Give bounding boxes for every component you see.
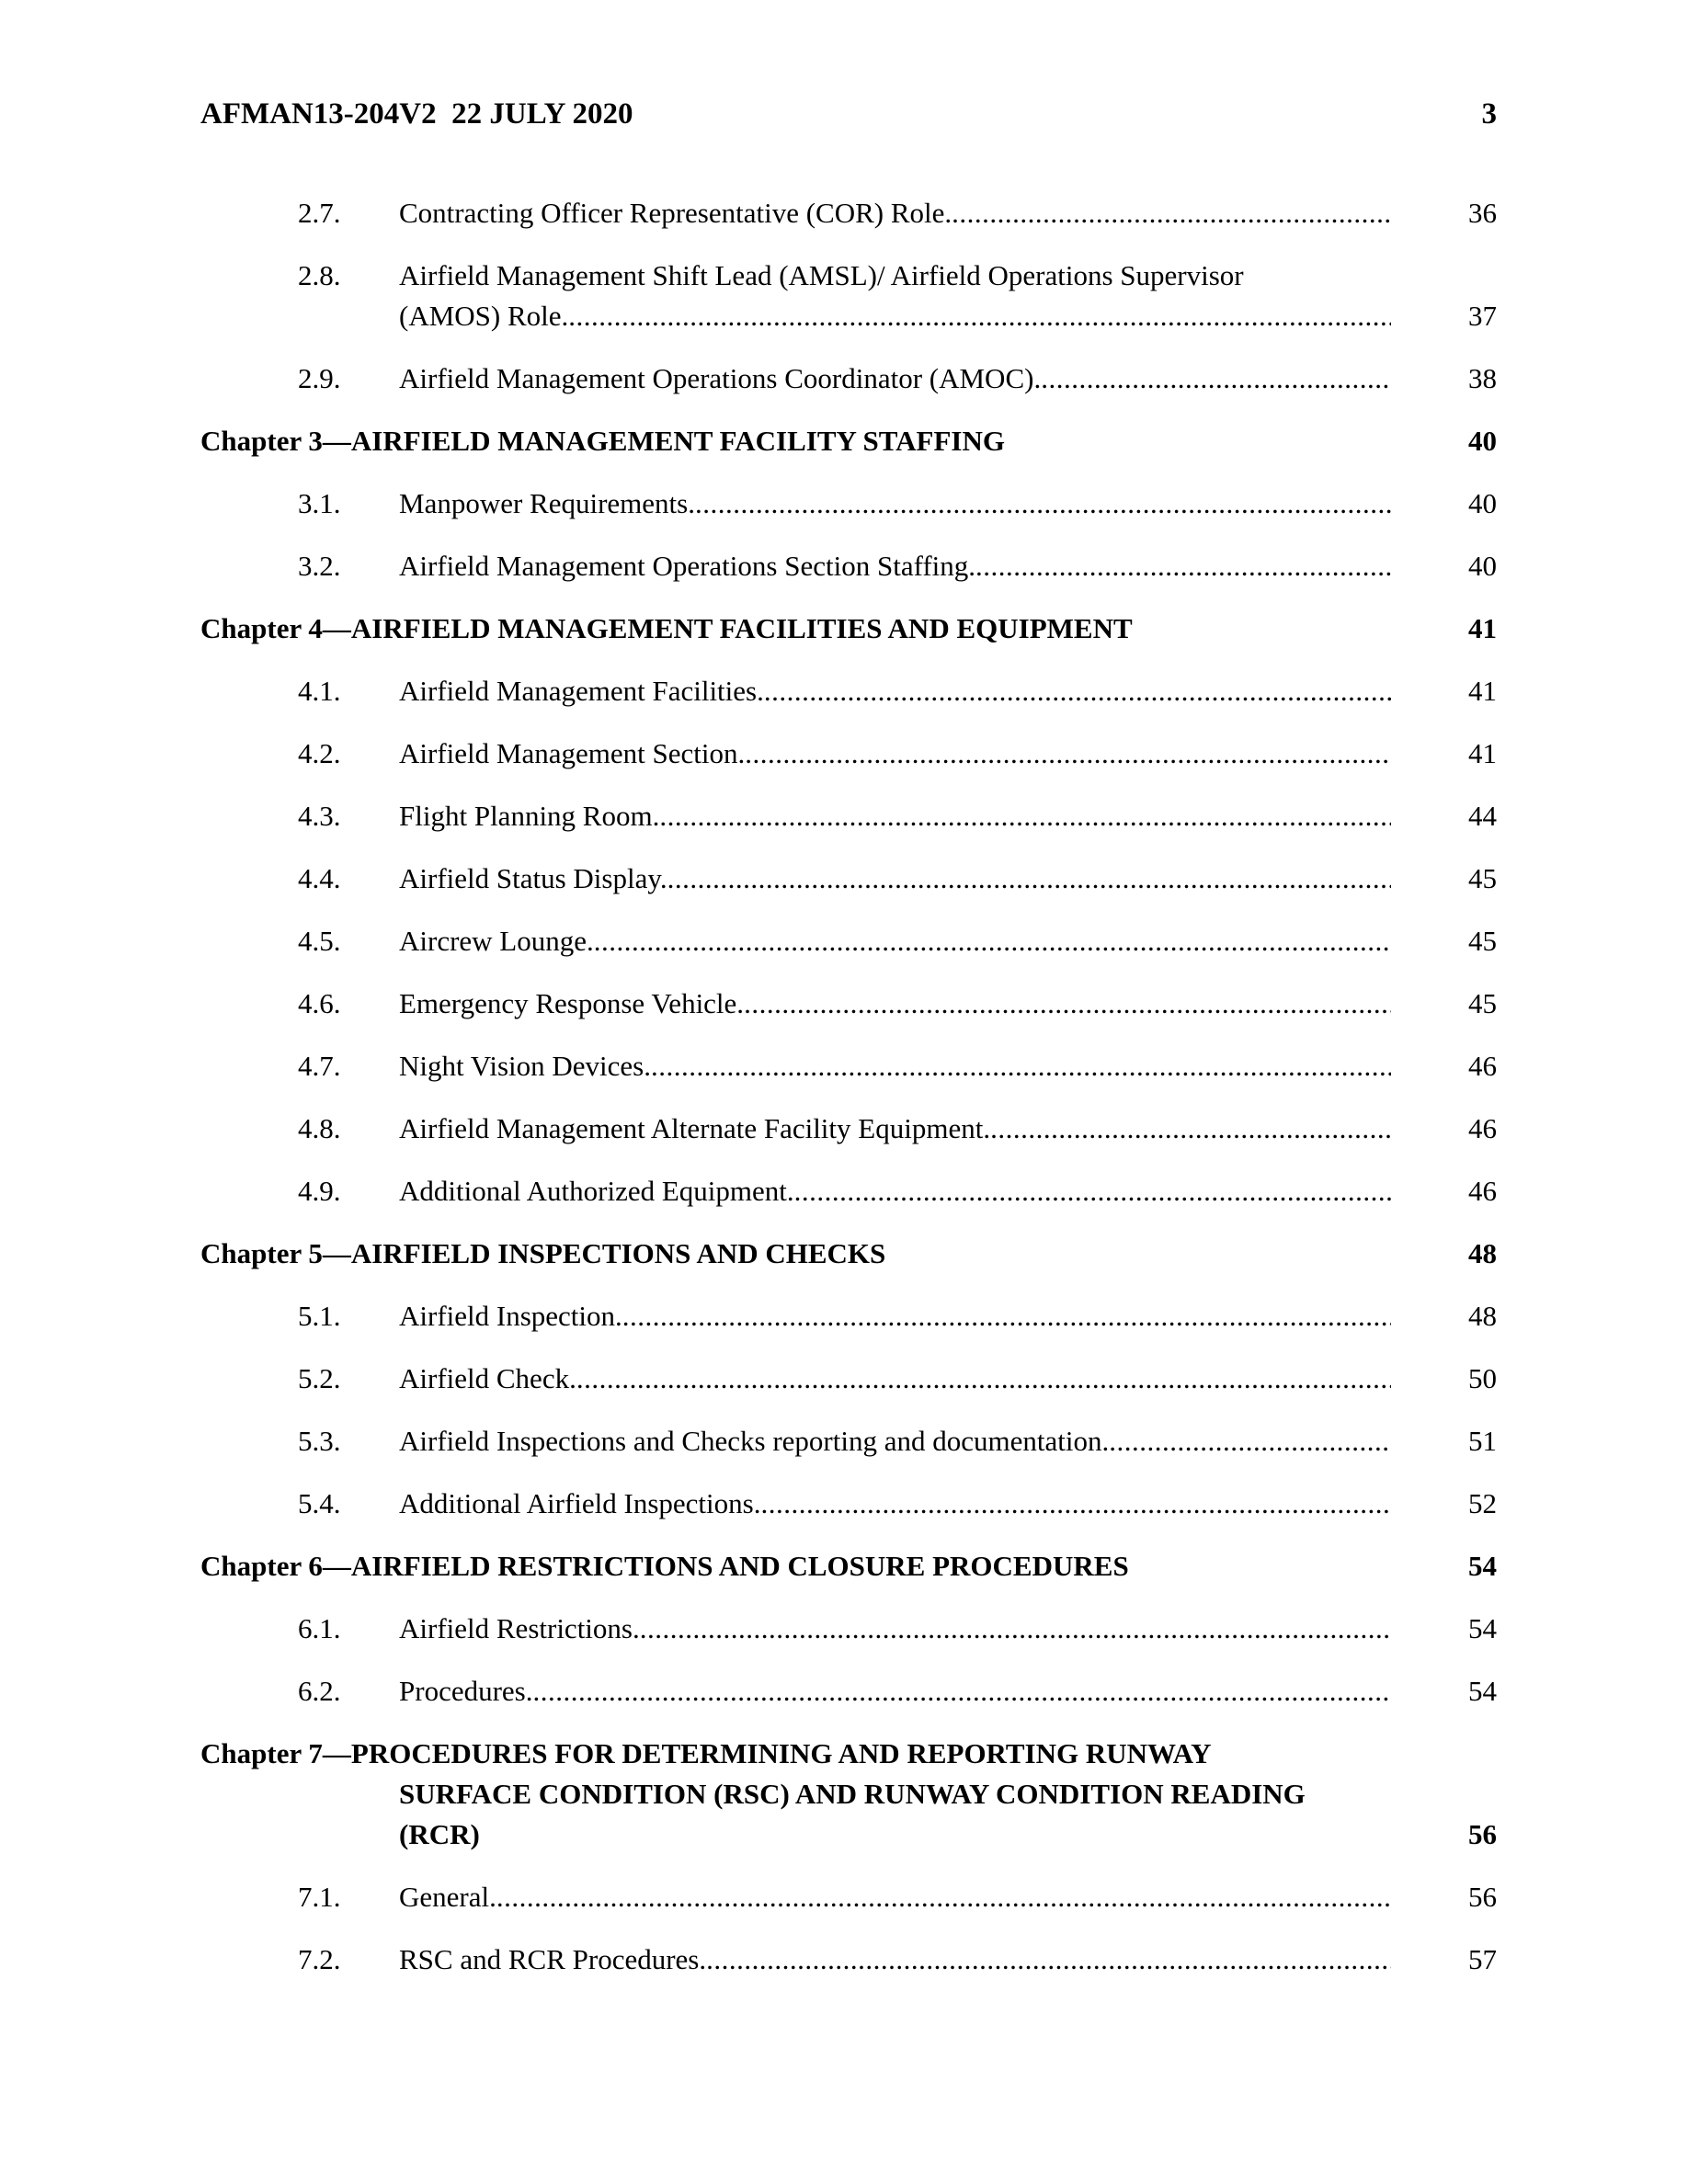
section-number: 2.8. [298, 259, 341, 291]
chapter-title: Chapter 5—AIRFIELD INSPECTIONS AND CHECKS [200, 1237, 886, 1269]
dot-leader [622, 1296, 1391, 1337]
toc-entry-4-1[interactable] [200, 671, 1497, 711]
section-number: 4.1. [298, 675, 341, 707]
dot-leader [496, 1877, 1391, 1917]
section-title: Flight Planning Room. [399, 800, 660, 832]
dot-leader [764, 671, 1391, 711]
section-title: Airfield Inspection. [399, 1300, 622, 1332]
chapter-page: 40 [1468, 425, 1497, 457]
section-title: Airfield Management Operations Coordinator (AMOC). [399, 362, 1042, 394]
chapter-page: 41 [1468, 612, 1497, 644]
dot-leader [706, 1939, 1391, 1980]
dot-leader [667, 859, 1391, 899]
page-header [200, 97, 1497, 142]
section-number: 2.9. [298, 362, 341, 394]
section-page: 44 [1468, 800, 1497, 832]
table-of-contents [200, 193, 1497, 2002]
toc-chapter-4[interactable] [200, 609, 1497, 649]
section-page: 46 [1468, 1112, 1497, 1144]
toc-entry-4-7[interactable] [200, 1046, 1497, 1086]
section-page: 54 [1468, 1675, 1497, 1707]
section-title: Airfield Restrictions. [399, 1612, 640, 1644]
page-number: 3 [1481, 97, 1497, 131]
chapter-page: 54 [1468, 1550, 1497, 1582]
toc-entry-2-8[interactable] [200, 256, 1497, 336]
toc-entry-5-3[interactable] [200, 1421, 1497, 1462]
chapter-title: Chapter 4—AIRFIELD MANAGEMENT FACILITIES AND EQUIPMENT [200, 612, 1133, 644]
toc-entry-7-1[interactable] [200, 1877, 1497, 1917]
section-page: 38 [1468, 362, 1497, 394]
section-number: 4.7. [298, 1050, 341, 1082]
section-number: 4.9. [298, 1175, 341, 1207]
section-page: 54 [1468, 1612, 1497, 1644]
section-number: 4.4. [298, 862, 341, 894]
toc-entry-2-7[interactable] [200, 193, 1497, 233]
section-title: RSC and RCR Procedures. [399, 1943, 707, 1975]
toc-chapter-6[interactable] [200, 1546, 1497, 1587]
chapter-title: Chapter 6—AIRFIELD RESTRICTIONS AND CLOSURE PROCEDURES [200, 1550, 1129, 1582]
section-page: 46 [1468, 1175, 1497, 1207]
section-title-line-2: (AMOS) Role. [399, 300, 569, 332]
dot-leader [532, 1671, 1391, 1712]
section-page: 40 [1468, 550, 1497, 582]
toc-entry-2-9[interactable] [200, 358, 1497, 399]
toc-entry-7-2[interactable] [200, 1939, 1497, 1980]
section-number: 4.2. [298, 737, 341, 769]
dot-leader [745, 734, 1391, 774]
section-number: 4.8. [298, 1112, 341, 1144]
section-title: Airfield Management Section. [399, 737, 746, 769]
toc-entry-3-2[interactable] [200, 546, 1497, 586]
toc-entry-6-1[interactable] [200, 1609, 1497, 1649]
dot-leader [975, 546, 1391, 586]
section-number: 3.2. [298, 550, 341, 582]
section-page: 56 [1468, 1881, 1497, 1913]
section-page: 45 [1468, 925, 1497, 957]
chapter-title: Chapter 3—AIRFIELD MANAGEMENT FACILITY STAFFING [200, 425, 1005, 457]
dot-leader [594, 921, 1391, 961]
chapter-page: 56 [1468, 1818, 1497, 1850]
chapter-page: 48 [1468, 1237, 1497, 1269]
section-page: 37 [1468, 300, 1497, 332]
section-title: Airfield Inspections and Checks reporting and documentation. [399, 1425, 1110, 1457]
section-page: 51 [1468, 1425, 1497, 1457]
section-number: 4.5. [298, 925, 341, 957]
chapter-title-line-3: (RCR) [399, 1818, 480, 1850]
section-number: 3.1. [298, 487, 341, 519]
section-title: Airfield Check. [399, 1362, 576, 1394]
toc-chapter-7[interactable] [200, 1734, 1497, 1855]
section-title: Contracting Officer Representative (COR) Role. [399, 197, 952, 229]
dot-leader [695, 483, 1391, 524]
dot-leader [760, 1484, 1391, 1524]
section-title: Emergency Response Vehicle. [399, 987, 745, 1019]
section-page: 45 [1468, 987, 1497, 1019]
section-title: Manpower Requirements. [399, 487, 695, 519]
dot-leader [1041, 358, 1391, 399]
section-title: Airfield Management Alternate Facility Equipment. [399, 1112, 991, 1144]
toc-chapter-5[interactable] [200, 1234, 1497, 1274]
toc-entry-4-5[interactable] [200, 921, 1497, 961]
section-page: 48 [1468, 1300, 1497, 1332]
dot-leader [744, 984, 1391, 1024]
section-title: General. [399, 1881, 496, 1913]
toc-entry-4-2[interactable] [200, 734, 1497, 774]
dot-leader [640, 1609, 1391, 1649]
toc-entry-3-1[interactable] [200, 483, 1497, 524]
toc-entry-5-1[interactable] [200, 1296, 1497, 1337]
section-title: Night Vision Devices. [399, 1050, 651, 1082]
section-page: 50 [1468, 1362, 1497, 1394]
dot-leader [990, 1109, 1391, 1149]
section-number: 5.3. [298, 1425, 341, 1457]
section-page: 46 [1468, 1050, 1497, 1082]
dot-leader [952, 193, 1391, 233]
dot-leader [794, 1171, 1391, 1211]
section-title: Airfield Status Display. [399, 862, 667, 894]
toc-entry-4-4[interactable] [200, 859, 1497, 899]
section-page: 45 [1468, 862, 1497, 894]
chapter-title-line-1: Chapter 7—PROCEDURES FOR DETERMINING AND REPORTING RUNWAY [200, 1737, 1212, 1769]
section-number: 5.2. [298, 1362, 341, 1394]
section-page: 40 [1468, 487, 1497, 519]
toc-entry-4-3[interactable] [200, 796, 1497, 836]
dot-leader [576, 1359, 1391, 1399]
section-number: 2.7. [298, 197, 341, 229]
chapter-title-line-2: SURFACE CONDITION (RSC) AND RUNWAY CONDITION READING [399, 1778, 1306, 1810]
section-number: 4.6. [298, 987, 341, 1019]
dot-leader [1109, 1421, 1391, 1462]
section-title: Airfield Management Operations Section Staffing. [399, 550, 976, 582]
toc-chapter-3[interactable] [200, 421, 1497, 461]
section-number: 6.2. [298, 1675, 341, 1707]
section-number: 5.4. [298, 1487, 341, 1519]
section-title: Airfield Management Facilities. [399, 675, 764, 707]
dot-leader [568, 296, 1391, 336]
toc-entry-4-9[interactable] [200, 1171, 1497, 1211]
section-number: 6.1. [298, 1612, 341, 1644]
section-number: 7.1. [298, 1881, 341, 1913]
section-title: Procedures. [399, 1675, 533, 1707]
section-title: Additional Authorized Equipment. [399, 1175, 794, 1207]
section-page: 52 [1468, 1487, 1497, 1519]
section-title: Aircrew Lounge. [399, 925, 594, 957]
toc-entry-5-4[interactable] [200, 1484, 1497, 1524]
section-title: Additional Airfield Inspections. [399, 1487, 761, 1519]
section-number: 7.2. [298, 1943, 341, 1975]
section-page: 41 [1468, 737, 1497, 769]
toc-entry-6-2[interactable] [200, 1671, 1497, 1712]
section-title-line-1: Airfield Management Shift Lead (AMSL)/ Airfield Operations Supervisor [399, 259, 1244, 291]
section-page: 57 [1468, 1943, 1497, 1975]
toc-entry-5-2[interactable] [200, 1359, 1497, 1399]
section-page: 41 [1468, 675, 1497, 707]
toc-entry-4-6[interactable] [200, 984, 1497, 1024]
dot-leader [651, 1046, 1391, 1086]
section-number: 4.3. [298, 800, 341, 832]
dot-leader [659, 796, 1391, 836]
section-number: 5.1. [298, 1300, 341, 1332]
document-header-title: AFMAN13-204V2 22 JULY 2020 [200, 97, 633, 131]
section-page: 36 [1468, 197, 1497, 229]
toc-entry-4-8[interactable] [200, 1109, 1497, 1149]
